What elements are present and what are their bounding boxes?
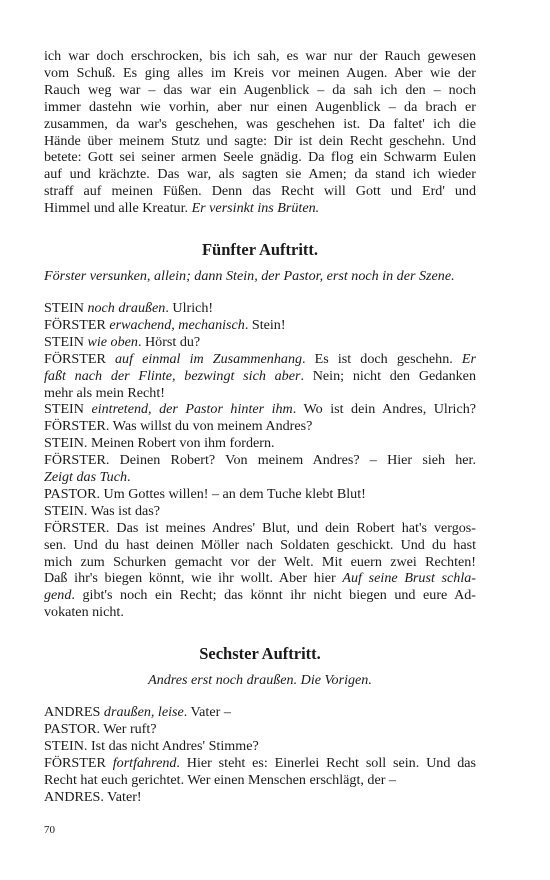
dialogue-line — [44, 486, 476, 503]
dialogue-line — [44, 587, 476, 604]
text-line: Hände über meinem Stutz und sagte: Dir ist dein Recht geschehn. Und — [44, 132, 476, 149]
dialogue-line — [44, 604, 476, 621]
scene-heading-5: Fünfter Auftritt. — [201, 240, 319, 260]
dialogue-line — [44, 537, 476, 554]
speaker-name: PASTOR. — [44, 485, 101, 502]
line-text: Das ist meines Andres' Blut, und dein Robert hat's vergos- — [109, 519, 476, 536]
scene-direction-5: Förster versunken, allein; dann Stein, der Pastor, erst noch in der Szene. — [44, 268, 455, 285]
line-text: vokaten nicht. — [44, 604, 124, 621]
line-text: . Ulrich! — [165, 299, 214, 316]
stage-direction: Er versinkt ins Brüten. — [191, 200, 320, 217]
dialogue-line — [44, 300, 476, 317]
line-text: sen. Und du hast deinen Möller nach Soldaten geschickt. Und du hast — [44, 536, 476, 553]
stage-direction: erwachend, mechanisch — [109, 316, 245, 333]
text-line: zusammen, da war's geschehen, was geschehen ist. Da faltet' ich die — [44, 115, 476, 132]
stage-direction: draußen, leise — [103, 704, 184, 721]
dialogue-line — [44, 435, 476, 452]
dialogue-line — [44, 554, 476, 571]
dialogue-line — [44, 503, 476, 520]
opening-paragraph — [44, 48, 476, 217]
line-text: Ist das nicht Andres' Stimme? — [87, 737, 259, 754]
line-text: . Vater – — [183, 704, 231, 721]
stage-direction: fortfahrend — [112, 754, 177, 771]
speaker-name: FÖRSTER — [44, 316, 110, 333]
stage-direction: eintretend, der Pastor hinter ihm — [91, 401, 293, 418]
line-text: Meinen Robert von ihm fordern. — [87, 435, 275, 452]
speaker-name: FÖRSTER. — [44, 452, 110, 469]
line-text: . Stein! — [244, 316, 286, 333]
dialogue-line — [44, 772, 476, 789]
line-text: . Wo ist dein Andres, Ulrich? — [292, 401, 477, 418]
stage-direction: Auf seine Brust schla- — [342, 570, 476, 587]
line-text: Um Gottes willen! – an dem Tuche klebt Blut! — [100, 485, 366, 502]
dialogue-line — [44, 368, 476, 385]
line-text: mich zum Schurken gemacht vor der Welt. Mit euern zwei Rechten! — [44, 553, 476, 570]
line-text: Was willst du von meinem Andres? — [109, 418, 313, 435]
line-text: . Hier steht es: Einerlei Recht soll sein. Und das — [176, 754, 476, 771]
speaker-name: PASTOR. — [44, 721, 101, 737]
dialogue-line — [44, 520, 476, 537]
speaker-name: FÖRSTER — [44, 350, 115, 367]
speaker-name: FÖRSTER. — [44, 418, 110, 435]
speaker-name: STEIN — [44, 299, 88, 316]
stage-direction: faßt nach der Flinte, bezwingt sich aber — [44, 367, 301, 384]
dialogue-line — [44, 789, 476, 806]
line-text: . gibt's noch ein Recht; das könnt ihr nicht biegen und eure Ad- — [71, 587, 476, 604]
dialogue-line — [44, 334, 476, 351]
stage-direction: Zeigt das Tuch — [44, 469, 128, 486]
line-text: Vater! — [103, 788, 142, 805]
speaker-name: STEIN. — [44, 435, 88, 452]
line-text: Himmel und alle Kreatur. — [44, 200, 192, 217]
line-text: Was ist das? — [87, 502, 161, 519]
stage-direction: wie oben — [87, 333, 138, 350]
line-text: Deinen Robert? Von meinem Andres? – Hier sieh her. — [109, 452, 476, 469]
speaker-name: FÖRSTER — [44, 754, 113, 771]
text-line: ich war doch erschrocken, bis ich sah, es war nur der Rauch gewesen — [44, 48, 476, 64]
speaker-name: STEIN — [44, 333, 88, 350]
line-text: mehr als mein Recht! — [44, 384, 165, 401]
stage-direction: gend — [44, 587, 72, 604]
speaker-name: STEIN — [44, 401, 92, 418]
dialogue-line — [44, 704, 476, 721]
text-line: Rauch weg war – das war ein Augenblick – da sah ich den – noch — [44, 81, 476, 98]
text-line: vom Schuß. Es ging alles im Kreis vor meinen Augen. Aber wie der — [44, 64, 476, 81]
text-line — [44, 200, 476, 217]
text-line: straff auf meinen Füßen. Denn das Recht will Gott und Erd' und — [44, 183, 476, 200]
stage-direction: Er — [461, 350, 476, 367]
dialogue-line — [44, 570, 476, 587]
dialogue-line — [44, 755, 476, 772]
line-text: . Hörst du? — [137, 333, 201, 350]
dialogue-line — [44, 738, 476, 755]
scene-5-dialogue — [44, 300, 476, 621]
scene-6-dialogue — [44, 704, 476, 805]
dialogue-line — [44, 418, 476, 435]
speaker-name: FÖRSTER. — [44, 519, 110, 536]
line-text: Wer ruft? — [100, 721, 157, 737]
line-text: . Nein; nicht den Gedanken — [300, 367, 476, 384]
stage-direction: noch draußen — [87, 299, 166, 316]
line-text: . Es ist doch geschehn. — [302, 350, 462, 367]
dialogue-line — [44, 721, 476, 738]
line-text: Recht hat euch gerichtet. Wer einen Menschen erschlägt, der – — [44, 771, 396, 788]
stage-direction: auf einmal im Zusammenhang — [114, 350, 303, 367]
line-text: Daß ihr's biegen könnt, wie ihr wollt. Aber hier — [44, 570, 343, 587]
dialogue-line — [44, 385, 476, 402]
text-line: auf und krächzte. Das war, als sagten sie Amen; da stand ich wieder — [44, 166, 476, 183]
scene-direction-6: Andres erst noch draußen. Die Vorigen. — [148, 672, 372, 689]
dialogue-line — [44, 469, 476, 486]
line-text: . — [127, 469, 131, 486]
text-column — [44, 48, 476, 806]
page-number: 70 — [44, 824, 55, 836]
text-line: betete: Gott sei seiner armen Seele gnädig. Da flog ein Schwarm Eulen — [44, 149, 476, 166]
text-line: immer dastehn wie vorhin, aber nur einen Augenblick – da brach er — [44, 98, 476, 115]
dialogue-line — [44, 317, 476, 334]
speaker-name: ANDRES — [44, 704, 104, 721]
scene-heading-6: Sechster Auftritt. — [199, 644, 321, 664]
speaker-name: STEIN. — [44, 502, 88, 519]
dialogue-line — [44, 452, 476, 469]
dialogue-line — [44, 351, 476, 368]
speaker-name: STEIN. — [44, 737, 88, 754]
dialogue-line — [44, 401, 476, 418]
speaker-name: ANDRES. — [44, 788, 104, 805]
